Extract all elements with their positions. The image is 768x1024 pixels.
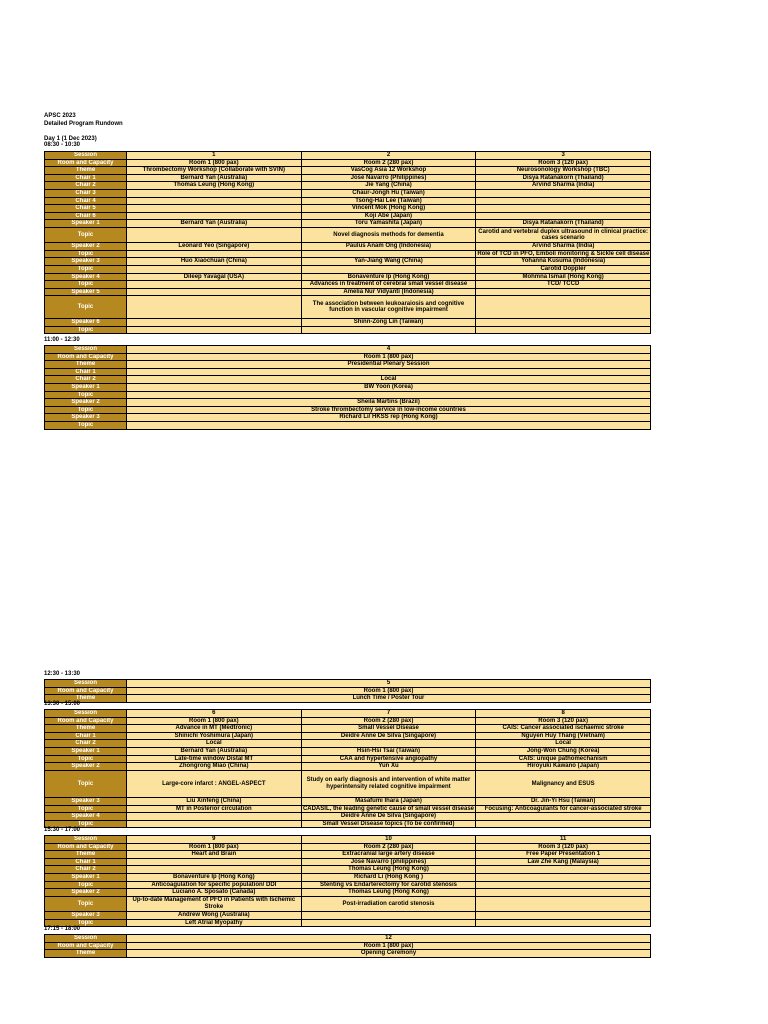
row-label: Topic <box>45 820 127 828</box>
table-row <box>45 376 651 384</box>
table-row <box>45 399 651 407</box>
table-cell: Yun Xu <box>301 763 476 771</box>
row-label: Session <box>45 710 127 718</box>
table-cell: CADASIL, the leading genetic cause of small vessel disease <box>302 805 475 812</box>
table-cell: Jong-Won Chung (Korea) <box>476 747 651 755</box>
table-cell: Study on early diagnosis and intervention of white matter hyperintensity related cognitive impairment <box>301 770 476 797</box>
table-cell <box>127 368 651 376</box>
table-row <box>45 326 651 334</box>
table-row <box>45 250 651 258</box>
row-label: Speaker 3 <box>45 414 127 422</box>
table-cell <box>127 813 302 821</box>
table-cell: Dileep Yavagal (USA) <box>127 273 302 281</box>
table-cell <box>301 326 476 334</box>
table-row <box>45 851 651 859</box>
table-cell: Vincent Mok (Hong Kong) <box>301 205 476 213</box>
row-label: Topic <box>45 421 127 429</box>
row-label: Theme <box>45 361 127 369</box>
table-row <box>45 919 651 927</box>
table-cell <box>127 391 651 399</box>
table-cell <box>127 205 302 213</box>
row-label: Session <box>45 152 127 160</box>
row-label: Speaker 1 <box>45 873 127 881</box>
table-row <box>45 189 651 197</box>
table-row <box>45 935 651 943</box>
table-cell: 7 <box>301 710 476 718</box>
table-cell: Andrew Wong (Australia) <box>127 911 302 919</box>
table-cell: Zhongrong Miao (China) <box>127 763 302 771</box>
table-cell: Focusing: Anticoagulants for cancer-associated stroke <box>476 805 651 813</box>
table-cell: Room 1 (800 pax) <box>127 687 651 695</box>
table-row <box>45 383 651 391</box>
row-label: Topic <box>45 881 127 889</box>
row-label: Speaker 4 <box>45 273 127 281</box>
row-label: Chair 2 <box>45 182 127 190</box>
table-cell: Masafumi Ihara (Japan) <box>301 798 476 806</box>
table-cell: Local <box>127 376 651 384</box>
row-label: Topic <box>45 265 127 273</box>
row-label: Topic <box>45 281 127 289</box>
table-row <box>45 243 651 251</box>
row-label: Topic <box>45 755 127 763</box>
table-cell: CAA and hypertensive angiopathy <box>301 755 476 763</box>
table-row <box>45 873 651 881</box>
table-cell: Neurosonology Workshop (TBC) <box>476 167 651 175</box>
table-row <box>45 406 651 414</box>
table-cell <box>127 189 302 197</box>
time-slot-label: 12:30 - 13:30 <box>44 671 81 677</box>
table-cell: Lunch Time / Poster Tour <box>127 695 651 703</box>
table-cell: Law Zhe Kang (Malaysia) <box>476 858 651 866</box>
table-cell <box>127 866 302 874</box>
row-label: Chair 1 <box>45 732 127 740</box>
table-row <box>45 836 651 844</box>
table-row <box>45 763 651 771</box>
table-cell: Bonaventure Ip (Hong Kong) <box>301 273 476 281</box>
table-row <box>45 889 651 897</box>
session-table <box>44 679 651 703</box>
table-row <box>45 805 651 813</box>
table-cell: Presidential Plenary Session <box>127 361 651 369</box>
row-label: Chair 4 <box>45 197 127 205</box>
table-row <box>45 421 651 429</box>
row-label: Speaker 3 <box>45 798 127 806</box>
table-cell: VasCog Asia 12 Workshop <box>301 167 476 175</box>
row-label: Theme <box>45 851 127 859</box>
table-cell: Dr. Jin-Yi Hsu (Taiwan) <box>476 798 651 806</box>
table-row <box>45 227 651 242</box>
row-label: Session <box>45 680 127 688</box>
session-table <box>44 345 651 430</box>
table-row <box>45 881 651 889</box>
table-cell <box>476 296 651 319</box>
row-label: Speaker 2 <box>45 889 127 897</box>
table-cell <box>127 227 302 242</box>
table-cell: Room 1 (800 pax) <box>127 942 651 950</box>
table-cell: TCD/ TCCD <box>476 281 651 289</box>
table-row <box>45 858 651 866</box>
table-cell: Up-to-date Management of PFO in Patients with Ischemic Stroke <box>127 896 302 911</box>
table-row <box>45 798 651 806</box>
table-cell: Anticoagulation for specific population/ DDI <box>127 881 302 889</box>
table-cell: Richard Li/ HKSS rep (Hong Kong) <box>127 414 651 422</box>
row-label: Speaker 3 <box>45 258 127 266</box>
table-row <box>45 182 651 190</box>
table-cell <box>476 866 651 874</box>
document-title: APSC 2023 <box>44 113 76 119</box>
row-label: Speaker 1 <box>45 383 127 391</box>
table-cell: Disya Ratanakorn (Thailand) <box>476 174 651 182</box>
table-row <box>45 212 651 220</box>
table-row <box>45 288 651 296</box>
table-row <box>45 820 651 828</box>
table-row <box>45 265 651 273</box>
table-cell: Advance in MT (Medtronic) <box>127 725 302 733</box>
table-cell <box>127 212 302 220</box>
table-cell: Heart and Brain <box>127 851 302 859</box>
table-row <box>45 950 651 958</box>
table-cell: 3 <box>476 152 651 160</box>
table-row <box>45 710 651 718</box>
table-row <box>45 843 651 851</box>
table-row <box>45 866 651 874</box>
table-cell: 2 <box>301 152 476 160</box>
row-label: Session <box>45 935 127 943</box>
table-cell: Small Vessel Disease topics (To be confirmed) <box>301 820 476 828</box>
row-label: Speaker 2 <box>45 399 127 407</box>
table-cell <box>476 919 651 927</box>
table-cell: 4 <box>127 346 651 354</box>
table-cell <box>127 281 302 289</box>
row-label: Topic <box>45 250 127 258</box>
table-cell <box>476 896 651 911</box>
table-row <box>45 740 651 748</box>
table-cell: Deidre Anne De Silva (Singapore) <box>301 732 476 740</box>
table-row <box>45 391 651 399</box>
table-cell: Shinn-Zong Lin (Taiwan) <box>301 319 476 327</box>
row-label: Chair 2 <box>45 740 127 748</box>
row-label: Chair 2 <box>45 376 127 384</box>
row-label: Room and Capacity <box>45 687 127 695</box>
table-cell <box>127 326 302 334</box>
table-cell <box>301 911 476 919</box>
table-cell: Role of TCD in PFO, Emboli monitoring & Sickle cell disease <box>477 250 650 257</box>
row-label: Chair 5 <box>45 205 127 213</box>
row-label: Topic <box>45 805 127 813</box>
table-cell: The association between leukoaraiosis and cognitive function in vascular cognitive impairment <box>301 296 476 319</box>
row-label: Speaker 1 <box>45 747 127 755</box>
row-label: Topic <box>45 770 127 797</box>
table-cell: Opening Ceremony <box>127 950 651 958</box>
table-row <box>45 732 651 740</box>
table-cell: Amelia Nur Vidyanti (Indonesia) <box>301 288 476 296</box>
table-row <box>45 281 651 289</box>
table-cell: Koji Abe (Japan) <box>301 212 476 220</box>
table-row <box>45 174 651 182</box>
document-subtitle: Detailed Program Rundown <box>44 121 123 127</box>
row-label: Speaker 3 <box>45 911 127 919</box>
row-label: Topic <box>45 391 127 399</box>
table-cell: Arvind Sharma (India) <box>476 182 651 190</box>
session-table <box>44 934 651 958</box>
table-cell: Chaur-Jongh Hu (Taiwan) <box>301 189 476 197</box>
table-cell <box>127 265 302 273</box>
table-cell: Carotid Doppler <box>476 265 651 273</box>
table-cell: Room 1 (800 pax) <box>127 843 302 851</box>
table-cell: Mohmna Ismail (Hong Kong) <box>476 273 651 281</box>
table-cell: Luciano A. Sposato (Canada) <box>127 889 302 897</box>
row-label: Session <box>45 346 127 354</box>
table-cell: Small Vessel Disease <box>301 725 476 733</box>
table-row <box>45 296 651 319</box>
table-cell: Room 1 (800 pax) <box>127 717 302 725</box>
row-label: Room and Capacity <box>45 942 127 950</box>
table-cell <box>476 189 651 197</box>
table-row <box>45 152 651 160</box>
table-cell: Room 3 (120 pax) <box>476 159 651 167</box>
row-label: Theme <box>45 725 127 733</box>
table-cell: Nguyen Huy Thang (Vietnam) <box>476 732 651 740</box>
row-label: Chair 2 <box>45 866 127 874</box>
table-cell: Deidre Anne De Silva (Singapore) <box>301 813 476 821</box>
table-cell: Yohanna Kusuma (Indonesia) <box>476 258 651 266</box>
table-cell: Thomas Leung (Hong Kong) <box>301 866 476 874</box>
table-cell: Free Paper Presentation 1 <box>476 851 651 859</box>
table-cell: Post-irradiation carotid stenosis <box>301 896 476 911</box>
table-cell: Local <box>127 740 302 748</box>
table-cell: Room 2 (280 pax) <box>301 159 476 167</box>
table-cell <box>476 873 651 881</box>
row-label: Room and Capacity <box>45 843 127 851</box>
row-label: Topic <box>45 406 127 414</box>
row-label: Topic <box>45 227 127 242</box>
row-label: Topic <box>45 896 127 911</box>
table-row <box>45 414 651 422</box>
table-row <box>45 813 651 821</box>
table-cell <box>476 212 651 220</box>
table-row <box>45 346 651 354</box>
table-cell: Yan-Jiang Wang (China) <box>301 258 476 266</box>
table-cell: Novel diagnosis methods for dementia <box>301 227 476 242</box>
table-cell: Room 1 (800 pax) <box>127 159 302 167</box>
table-cell: Huo Xiaochuan (China) <box>127 258 302 266</box>
table-cell: Thomas Leung (Hong Kong) <box>127 182 302 190</box>
table-row <box>45 725 651 733</box>
table-cell: Shinichi Yoshimura (Japan) <box>127 732 302 740</box>
row-label: Room and Capacity <box>45 353 127 361</box>
table-cell: Room 2 (280 pax) <box>301 843 476 851</box>
row-label: Topic <box>45 296 127 319</box>
table-row <box>45 258 651 266</box>
table-cell: Sheila Martins (Brazil) <box>127 399 651 407</box>
table-cell: Room 3 (120 pax) <box>476 843 651 851</box>
table-cell <box>127 288 302 296</box>
table-cell <box>476 889 651 897</box>
table-cell: Extracranial large artery disease <box>301 851 476 859</box>
table-cell: Bernard Yan (Australia) <box>127 747 302 755</box>
table-row <box>45 680 651 688</box>
table-cell: Stroke thrombectomy service in low-income countries <box>127 406 651 414</box>
table-cell: 5 <box>127 680 651 688</box>
table-cell: Room 3 (120 pax) <box>476 717 651 725</box>
row-label: Topic <box>45 919 127 927</box>
time-slot-label: 08:30 - 10:30 <box>44 142 81 148</box>
table-cell: Stenting vs Endarterectomy for carotid stenosis <box>301 881 476 889</box>
row-label: Session <box>45 836 127 844</box>
table-cell <box>127 319 302 327</box>
table-cell: 9 <box>127 836 302 844</box>
table-cell: CAIS: unique pathomechanism <box>476 755 651 763</box>
table-cell <box>301 919 476 927</box>
table-cell: 8 <box>476 710 651 718</box>
table-cell: Jose Navarro (Philippines) <box>301 174 476 182</box>
row-label: Chair 1 <box>45 368 127 376</box>
table-cell: Bernard Yan (Australia) <box>127 174 302 182</box>
table-row <box>45 368 651 376</box>
row-label: Speaker 2 <box>45 763 127 771</box>
table-row <box>45 942 651 950</box>
table-cell: Room 2 (280 pax) <box>301 717 476 725</box>
table-cell <box>476 319 651 327</box>
table-cell: BW Yoon (Korea) <box>127 383 651 391</box>
table-cell: Room 1 (800 pax) <box>127 353 651 361</box>
table-row <box>45 755 651 763</box>
table-cell: Leonard Yeo (Singapore) <box>127 243 302 251</box>
day-label: Day 1 (1 Dec 2023) <box>44 136 97 142</box>
table-cell: Jie Yang (China) <box>301 182 476 190</box>
row-label: Chair 3 <box>45 189 127 197</box>
table-row <box>45 205 651 213</box>
table-row <box>45 717 651 725</box>
time-slot-label: 17:15 - 18:00 <box>44 926 81 932</box>
table-cell: Left Atrial Myopathy <box>127 919 302 927</box>
table-cell <box>476 205 651 213</box>
table-cell <box>127 250 302 258</box>
row-label: Speaker 4 <box>45 813 127 821</box>
session-table <box>44 709 651 828</box>
row-label: Topic <box>45 326 127 334</box>
table-row <box>45 273 651 281</box>
table-row <box>45 896 651 911</box>
table-cell: 11 <box>476 836 651 844</box>
table-row <box>45 695 651 703</box>
table-cell: Jose Navarro (philippines) <box>301 858 476 866</box>
row-label: Chair 6 <box>45 212 127 220</box>
row-label: Room and Capacity <box>45 159 127 167</box>
table-cell <box>301 250 476 258</box>
row-label: Theme <box>45 167 127 175</box>
table-row <box>45 353 651 361</box>
table-cell: Large-core infarct : ANGEL-ASPECT <box>127 770 302 797</box>
table-cell: Toru Yamashita (Japan) <box>301 220 476 228</box>
table-row <box>45 220 651 228</box>
table-cell <box>127 197 302 205</box>
table-cell: Hiroyuki Kawano (Japan) <box>476 763 651 771</box>
time-slot-label: 11:00 - 12:30 <box>44 337 80 343</box>
table-cell: Local <box>476 740 651 748</box>
table-cell <box>476 911 651 919</box>
row-label: Theme <box>45 695 127 703</box>
table-cell: 10 <box>301 836 476 844</box>
row-label: Theme <box>45 950 127 958</box>
table-cell: Tsong-Hai Lee (Taiwan) <box>301 197 476 205</box>
row-label: Speaker 5 <box>45 288 127 296</box>
table-cell <box>476 197 651 205</box>
table-cell: Paulus Anam Ong (Indonesia) <box>301 243 476 251</box>
session-table <box>44 835 651 927</box>
table-cell <box>127 858 302 866</box>
table-cell: Disya Ratanakorn (Thailand) <box>476 220 651 228</box>
table-cell: Late-time window Distal MT <box>127 755 302 763</box>
table-cell: Thrombectomy Workshop (Collaborate with SVIN) <box>127 167 302 175</box>
table-cell <box>301 265 476 273</box>
table-row <box>45 159 651 167</box>
table-cell: CAIS: Cancer associated ischaemic stroke <box>476 725 651 733</box>
table-cell: Bernard Yan (Australia) <box>127 220 302 228</box>
table-cell <box>476 288 651 296</box>
table-cell: Carotid and vertebral duplex ultrasound in clinical practice: cases scenario <box>476 227 651 242</box>
table-cell <box>476 881 651 889</box>
table-cell <box>476 813 651 821</box>
table-cell: Arvind Sharma (India) <box>476 243 651 251</box>
table-row <box>45 770 651 797</box>
row-label: Speaker 6 <box>45 319 127 327</box>
table-row <box>45 747 651 755</box>
table-row <box>45 167 651 175</box>
table-cell <box>476 820 651 828</box>
table-cell <box>476 326 651 334</box>
row-label: Speaker 1 <box>45 220 127 228</box>
table-cell <box>127 820 302 828</box>
table-cell: Hsin-Hsi Tsai (Taiwan) <box>301 747 476 755</box>
row-label: Chair 1 <box>45 858 127 866</box>
table-cell: 1 <box>127 152 302 160</box>
table-row <box>45 361 651 369</box>
row-label: Chair 1 <box>45 174 127 182</box>
table-cell: Thomas Leung (Hong Kong) <box>301 889 476 897</box>
time-slot-label: 15:30 - 17:00 <box>44 827 81 833</box>
table-cell: Richard Li (Hong Kong ) <box>301 873 476 881</box>
table-cell <box>127 296 302 319</box>
session-table <box>44 151 651 334</box>
table-cell: 12 <box>127 935 651 943</box>
table-cell: Liu Xinfeng (China) <box>127 798 302 806</box>
table-cell <box>127 421 651 429</box>
time-slot-label: 13:30 - 15:00 <box>44 701 81 707</box>
table-row <box>45 911 651 919</box>
table-cell: Malignancy and ESUS <box>476 770 651 797</box>
table-row <box>45 319 651 327</box>
table-row <box>45 687 651 695</box>
table-cell: 6 <box>127 710 302 718</box>
table-cell <box>301 740 476 748</box>
row-label: Room and Capacity <box>45 717 127 725</box>
table-cell: Advances in treatment of cerebral small vessel disease <box>301 281 476 289</box>
row-label: Speaker 2 <box>45 243 127 251</box>
table-cell: MT in Posterior circulation <box>127 805 302 813</box>
table-cell: Bonaventure Ip (Hong Kong) <box>127 873 302 881</box>
table-row <box>45 197 651 205</box>
